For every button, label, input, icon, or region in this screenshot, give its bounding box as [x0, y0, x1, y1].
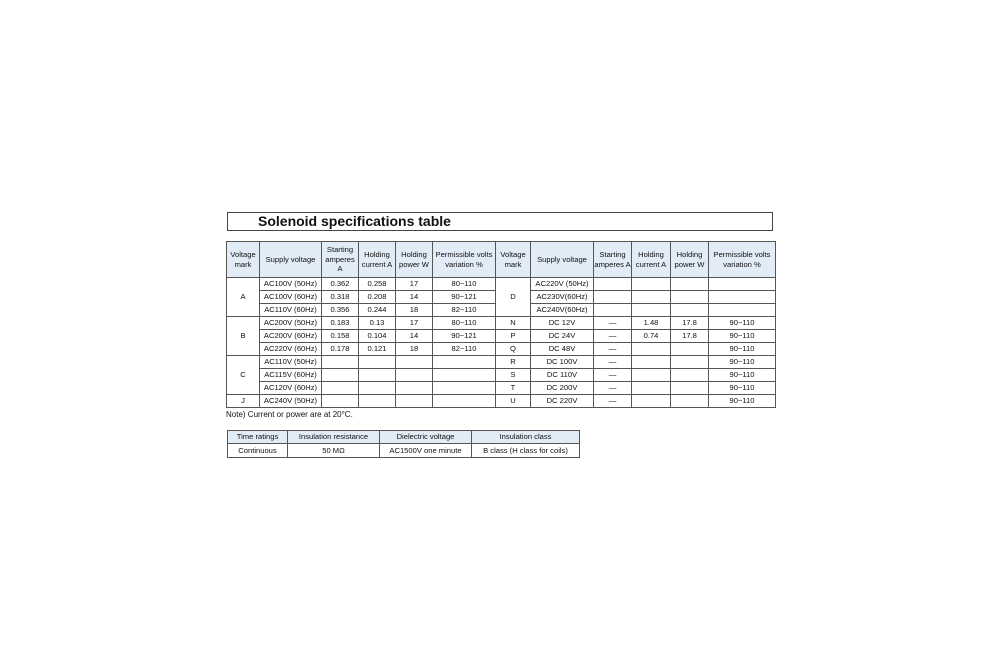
table-row [227, 382, 496, 395]
table-cell: 80~110 [433, 278, 496, 291]
table-row [227, 395, 496, 408]
table-cell: AC240V(60Hz) [531, 304, 594, 317]
table-row [496, 343, 776, 356]
table-cell: DC 110V [531, 369, 594, 382]
table-row [227, 369, 496, 382]
table-cell: — [594, 317, 632, 330]
table-cell: 90~110 [709, 317, 776, 330]
table-cell [709, 291, 776, 304]
table-cell [322, 356, 359, 369]
table-cell: 90~110 [709, 330, 776, 343]
table-cell: 90~110 [709, 369, 776, 382]
table-cell: 0.362 [322, 278, 359, 291]
voltage-mark-cell: C [227, 356, 260, 395]
col-header-holding-power: Holding power W [671, 242, 709, 278]
table-cell [671, 291, 709, 304]
table-cell: AC100V (60Hz) [260, 291, 322, 304]
table-row [496, 356, 776, 369]
title-box [227, 212, 773, 231]
table-cell: AC200V (60Hz) [260, 330, 322, 343]
voltage-mark-cell: N [496, 317, 531, 330]
table-cell: DC 48V [531, 343, 594, 356]
table-cell: 18 [396, 343, 433, 356]
table-cell: AC110V (60Hz) [260, 304, 322, 317]
table-cell: 14 [396, 330, 433, 343]
col-header-holding-current: Holding current A [359, 242, 396, 278]
table-cell [359, 395, 396, 408]
table-cell: 0.178 [322, 343, 359, 356]
table-cell: 0.158 [322, 330, 359, 343]
table-cell [594, 304, 632, 317]
table-cell: 17.8 [671, 330, 709, 343]
table-cell: — [594, 369, 632, 382]
col-header-insulation-resistance: Insulation resistance [288, 431, 380, 444]
header-row [496, 242, 776, 278]
header-row [227, 242, 496, 278]
table-cell: 0.74 [632, 330, 671, 343]
table-row [496, 330, 776, 343]
table-cell [632, 382, 671, 395]
col-header-supply-voltage: Supply voltage [531, 242, 594, 278]
voltage-mark-cell: P [496, 330, 531, 343]
table-cell: 82~110 [433, 343, 496, 356]
table-row [227, 343, 496, 356]
table-cell [396, 395, 433, 408]
col-header-time-ratings: Time ratings [228, 431, 288, 444]
col-header-volts-variation: Permissible volts variation % [433, 242, 496, 278]
table-cell: 0.104 [359, 330, 396, 343]
table-row [496, 369, 776, 382]
table-cell: 14 [396, 291, 433, 304]
table-cell [671, 369, 709, 382]
spec-table-right-body [496, 278, 776, 408]
table-cell: 82~110 [433, 304, 496, 317]
table-cell [594, 278, 632, 291]
table-cell [709, 304, 776, 317]
voltage-mark-cell: J [227, 395, 260, 408]
table-cell [359, 382, 396, 395]
table-cell: AC120V (60Hz) [260, 382, 322, 395]
table-cell [433, 382, 496, 395]
table-cell [632, 304, 671, 317]
table-cell: 0.183 [322, 317, 359, 330]
table-cell [632, 278, 671, 291]
spec-table-left [226, 241, 496, 408]
voltage-mark-cell: U [496, 395, 531, 408]
table-cell: 90~110 [709, 356, 776, 369]
table-cell: DC 12V [531, 317, 594, 330]
col-header-holding-current: Holding current A [632, 242, 671, 278]
table-row [227, 330, 496, 343]
col-header-voltage-mark: Voltage mark [227, 242, 260, 278]
table-cell: DC 200V [531, 382, 594, 395]
table-cell [396, 382, 433, 395]
col-header-dielectric-voltage: Dielectric voltage [380, 431, 472, 444]
table-cell [594, 291, 632, 304]
table-cell: AC1500V one minute [380, 444, 472, 458]
spec-table-right [495, 241, 776, 408]
table-cell [433, 356, 496, 369]
table-cell: — [594, 343, 632, 356]
table-cell [433, 369, 496, 382]
table-cell: AC200V (50Hz) [260, 317, 322, 330]
table-cell: 90~121 [433, 330, 496, 343]
table-cell [359, 369, 396, 382]
voltage-mark-cell: Q [496, 343, 531, 356]
table-cell: 0.356 [322, 304, 359, 317]
table-row [496, 304, 776, 317]
table-cell [671, 382, 709, 395]
table-cell: DC 100V [531, 356, 594, 369]
table-cell: 0.121 [359, 343, 396, 356]
table-cell: 0.13 [359, 317, 396, 330]
table-cell [671, 395, 709, 408]
table-row [496, 317, 776, 330]
table-cell [632, 356, 671, 369]
table-cell: — [594, 356, 632, 369]
table-cell: 0.318 [322, 291, 359, 304]
table-cell [632, 369, 671, 382]
table-cell: 80~110 [433, 317, 496, 330]
table-cell: AC110V (50Hz) [260, 356, 322, 369]
table-row [227, 291, 496, 304]
table-cell: 0.258 [359, 278, 396, 291]
table-cell [632, 395, 671, 408]
table-row [227, 304, 496, 317]
table-cell [671, 304, 709, 317]
table-cell: — [594, 330, 632, 343]
table-cell: 50 MΩ [288, 444, 380, 458]
table-row [227, 317, 496, 330]
voltage-mark-cell: D [496, 278, 531, 317]
col-header-voltage-mark: Voltage mark [496, 242, 531, 278]
table-cell [396, 356, 433, 369]
table-cell: DC 220V [531, 395, 594, 408]
table-cell: 18 [396, 304, 433, 317]
table-cell: 17 [396, 317, 433, 330]
table-cell: 90~110 [709, 382, 776, 395]
table-row [496, 291, 776, 304]
col-header-insulation-class: Insulation class [472, 431, 580, 444]
table-cell [632, 291, 671, 304]
table-cell: 0.208 [359, 291, 396, 304]
table-cell [322, 395, 359, 408]
col-header-volts-variation: Permissible volts variation % [709, 242, 776, 278]
table-row [496, 382, 776, 395]
table-cell: AC240V (50Hz) [260, 395, 322, 408]
spec-table-left-body [227, 278, 496, 408]
table-cell [632, 343, 671, 356]
table-cell [396, 369, 433, 382]
table-cell: 17.8 [671, 317, 709, 330]
table-cell: 1.48 [632, 317, 671, 330]
voltage-mark-cell: B [227, 317, 260, 356]
table-cell: AC115V (60Hz) [260, 369, 322, 382]
col-header-holding-power: Holding power W [396, 242, 433, 278]
table-cell: 90~121 [433, 291, 496, 304]
table-cell: 0.244 [359, 304, 396, 317]
table-row [496, 395, 776, 408]
table-cell: DC 24V [531, 330, 594, 343]
table-cell [671, 356, 709, 369]
col-header-supply-voltage: Supply voltage [260, 242, 322, 278]
table-cell: 17 [396, 278, 433, 291]
table-cell: B class (H class for coils) [472, 444, 580, 458]
col-header-starting-amperes: Starting amperes A [594, 242, 632, 278]
table-cell [671, 343, 709, 356]
table-cell: AC100V (50Hz) [260, 278, 322, 291]
table-row [496, 278, 776, 291]
table-cell: AC220V (60Hz) [260, 343, 322, 356]
note-text: Note) Current or power are at 20°C. [226, 410, 353, 419]
table-row [228, 444, 580, 458]
table-cell: — [594, 395, 632, 408]
table-cell: — [594, 382, 632, 395]
voltage-mark-cell: A [227, 278, 260, 317]
voltage-mark-cell: T [496, 382, 531, 395]
table-cell: Continuous [228, 444, 288, 458]
table-row [227, 356, 496, 369]
table-cell [671, 278, 709, 291]
voltage-mark-cell: R [496, 356, 531, 369]
table-cell [433, 395, 496, 408]
table-cell: AC220V (50Hz) [531, 278, 594, 291]
table-cell [359, 356, 396, 369]
header-row [228, 431, 580, 444]
table-cell: 90~110 [709, 395, 776, 408]
table-cell: AC230V(60Hz) [531, 291, 594, 304]
table-cell [322, 369, 359, 382]
table-cell [322, 382, 359, 395]
insulation-table [227, 430, 580, 458]
table-row [227, 278, 496, 291]
col-header-starting-amperes: Starting amperes A [322, 242, 359, 278]
voltage-mark-cell: S [496, 369, 531, 382]
table-cell: 90~110 [709, 343, 776, 356]
table-cell [709, 278, 776, 291]
page-title: Solenoid specifications table [258, 213, 451, 229]
